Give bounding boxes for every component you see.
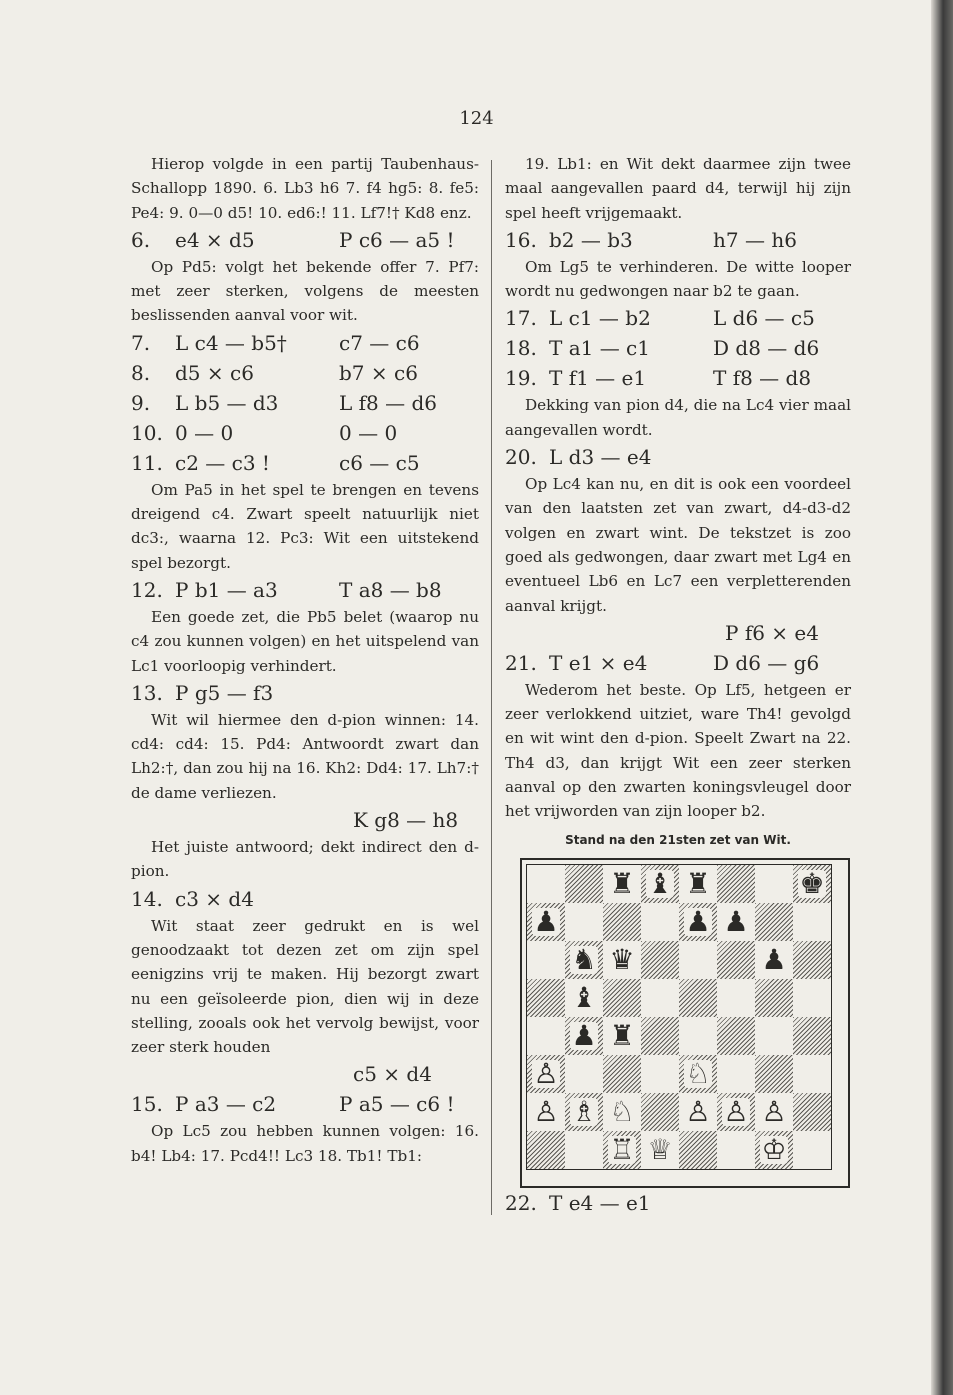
white-move: P g5 — f3 [175,680,274,705]
black-move: T a8 — b8 [339,577,442,602]
square-e7 [679,903,717,941]
commentary-paragraph: Dekking van pion d4, die na Lc4 vier maal aangevallen wordt. [505,396,851,439]
commentary-paragraph: Om Lg5 te verhinderen. De witte looper wordt nu gedwongen naar b2 te gaan. [505,257,851,301]
move-line [131,448,479,478]
square-a8 [527,865,565,903]
move-number: 7. [131,330,151,355]
square-d2 [641,1093,679,1131]
move-number: 16. [505,227,537,252]
square-g2 [755,1093,793,1131]
chess-piece-icon: ♜ [685,866,711,900]
move-line [505,1188,851,1218]
move-line [131,328,479,358]
move-line [505,303,851,333]
commentary-paragraph: Hierop volgde in een partij Taubenhaus-Schallopp 1890. 6. Lb3 h6 7. f4 hg5: 8. fe5: Pe4: 9. 0—0 d5! 10. ed6:! 11. Lf7!† Kd8 enz. [131,155,479,222]
move-number: 19. [505,366,537,391]
move-line [505,648,851,678]
commentary-paragraph: 19. Lb1: en Wit dekt daarmee zijn twee maal aangevallen paard d4, terwijl hij zijn spel heeft vrijgemaakt. [505,155,851,222]
chess-piece-icon: ♖ [609,1132,635,1166]
move-number: 18. [505,336,537,361]
square-e5 [679,979,717,1017]
page-edge [931,0,953,1395]
chess-piece-icon: ♝ [647,866,673,900]
square-f4 [717,1017,755,1055]
square-g6 [755,941,793,979]
square-b6 [565,941,603,979]
chess-piece-icon: ♟ [761,942,787,976]
square-c6 [603,941,641,979]
square-c7 [603,903,641,941]
move-line [505,618,851,648]
chess-piece-icon: ♙ [533,1056,559,1090]
commentary-paragraph: Op Lc5 zou hebben kunnen volgen: 16. b4! Lb4: 17. Pcd4!! Lc3 18. Tb1! Tb1: [131,1122,479,1165]
square-b5 [565,979,603,1017]
black-move: L d6 — c5 [713,306,815,331]
square-g7 [755,903,793,941]
chess-piece-icon: ♙ [723,1094,749,1128]
square-h1 [793,1131,831,1169]
move-line [131,225,479,255]
column-divider [491,160,492,1215]
black-move: D d6 — g6 [713,650,820,675]
commentary-paragraph: Op Lc4 kan nu, en dit is ook een voordeel van den laatsten zet van zwart, d4-d3-d2 volgen en zwart wint. De tekstzet is zoo goed als gedwongen, daar zwart met Lg4 en eventueel Lb6 en Lc7 een verpletterenden aanval krijgt. [505,475,851,615]
square-a3 [527,1055,565,1093]
square-a2 [527,1093,565,1131]
black-move: P f6 × e4 [725,620,819,645]
black-move: 0 — 0 [339,420,398,445]
square-f6 [717,941,755,979]
chess-piece-icon: ♘ [685,1056,711,1090]
square-c3 [603,1055,641,1093]
square-a7 [527,903,565,941]
move-number: 13. [131,680,163,705]
square-f3 [717,1055,755,1093]
square-d7 [641,903,679,941]
chess-board [526,864,832,1170]
square-b2 [565,1093,603,1131]
white-move: T a1 — c1 [549,336,650,361]
square-f5 [717,979,755,1017]
move-line [505,363,851,393]
white-move: L d3 — e4 [549,445,652,470]
commentary-paragraph: Wederom het beste. Op Lf5, hetgeen er zeer verlokkend uitziet, ware Th4! gevolgd en wit wint den d-pion. Speelt Zwart na 22. Th4 d3, dan krijgt Wit een zeer sterken aanval op den zwarten koningsvleugel door het vrijworden van zijn looper b2. [505,680,851,821]
chess-piece-icon: ♟ [533,904,559,938]
square-e2 [679,1093,717,1131]
right-column-after [505,1188,851,1218]
black-move: T f8 — d8 [713,366,812,391]
chess-piece-icon: ♝ [571,980,597,1014]
move-number: 12. [131,577,163,602]
square-e8 [679,865,717,903]
square-e1 [679,1131,717,1169]
move-line [131,358,479,388]
white-move: c3 × d4 [175,886,254,911]
chess-piece-icon: ♟ [685,904,711,938]
commentary-paragraph: Op Pd5: volgt het bekende offer 7. Pf7: met zeer sterken, volgens de meesten beslissenden aanval voor wit. [131,257,479,325]
move-line [131,1089,479,1119]
white-move: P a3 — c2 [175,1092,277,1117]
square-c4 [603,1017,641,1055]
move-line [131,1059,479,1089]
black-move: D d8 — d6 [713,336,820,361]
move-line [131,805,479,835]
move-line [131,388,479,418]
square-b4 [565,1017,603,1055]
square-g1 [755,1131,793,1169]
square-d8 [641,865,679,903]
move-number: 22. [505,1190,537,1215]
white-move: 0 — 0 [175,420,234,445]
square-a5 [527,979,565,1017]
white-move: c2 — c3 ! [175,450,270,475]
chess-piece-icon: ♙ [533,1094,559,1128]
move-number: 6. [131,227,151,252]
white-move: d5 × c6 [175,360,254,385]
black-move: L f8 — d6 [339,390,438,415]
left-column [131,152,479,1168]
commentary-paragraph: Wit wil hiermee den d-pion winnen: 14. cd4: cd4: 15. Pd4: Antwoordt zwart dan Lh2:†, dan zou hij na 16. Kh2: Dd4: 17. Lh7:† de dame verliezen. [131,710,479,802]
square-h5 [793,979,831,1017]
move-line [131,678,479,708]
square-g4 [755,1017,793,1055]
square-a1 [527,1131,565,1169]
move-number: 11. [131,450,163,475]
chess-piece-icon: ♚ [799,866,825,900]
chess-piece-icon: ♙ [685,1094,711,1128]
move-line [131,575,479,605]
square-h6 [793,941,831,979]
chess-piece-icon: ♕ [647,1132,673,1166]
white-move: b2 — b3 [549,227,633,252]
white-move: P b1 — a3 [175,577,278,602]
square-b3 [565,1055,603,1093]
chess-piece-icon: ♙ [761,1094,787,1128]
chess-piece-icon: ♗ [571,1094,597,1128]
square-g5 [755,979,793,1017]
move-number: 15. [131,1092,163,1117]
white-move: e4 × d5 [175,227,255,252]
square-h2 [793,1093,831,1131]
square-a4 [527,1017,565,1055]
square-b8 [565,865,603,903]
move-number: 17. [505,306,537,331]
black-move [339,884,479,914]
black-move: K g8 — h8 [353,808,459,833]
chess-piece-icon: ♘ [609,1094,635,1128]
white-move: L c1 — b2 [549,306,651,331]
black-move: P a5 — c6 ! [339,1092,455,1117]
square-c2 [603,1093,641,1131]
square-b1 [565,1131,603,1169]
black-move: b7 × c6 [339,360,418,385]
move-number: 14. [131,886,163,911]
square-f1 [717,1131,755,1169]
square-g8 [755,865,793,903]
white-move: L c4 — b5† [175,330,287,355]
white-move: T f1 — e1 [549,366,647,391]
chess-diagram [520,858,850,1188]
square-d4 [641,1017,679,1055]
square-f8 [717,865,755,903]
commentary-paragraph: Om Pa5 in het spel te brengen en tevens dreigend c4. Zwart speelt natuurlijk niet dc3:, waarna 12. Pc3: Wit een uitstekend spel bezorgt. [131,480,479,572]
square-e4 [679,1017,717,1055]
page-number: 124 [459,108,494,129]
white-move: T e4 — e1 [549,1190,651,1215]
move-line [131,418,479,448]
square-f7 [717,903,755,941]
move-number: 21. [505,650,537,675]
square-h7 [793,903,831,941]
square-c8 [603,865,641,903]
commentary-paragraph: Een goede zet, die Pb5 belet (waarop nu c4 zou kunnen volgen) en het uitspelend van Lc1 voorloopig verhindert. [131,607,479,675]
move-line [131,884,479,914]
square-c1 [603,1131,641,1169]
black-move: c7 — c6 [339,330,420,355]
square-c5 [603,979,641,1017]
chess-piece-icon: ♞ [571,942,597,976]
move-number: 10. [131,420,163,445]
chess-piece-icon: ♟ [571,1018,597,1052]
right-column [505,152,851,1218]
square-d5 [641,979,679,1017]
white-move: T e1 × e4 [549,650,648,675]
chess-piece-icon: ♔ [761,1132,787,1166]
black-move [713,442,851,472]
square-d3 [641,1055,679,1093]
white-move: L b5 — d3 [175,390,279,415]
move-number: 20. [505,445,537,470]
chess-piece-icon: ♜ [609,866,635,900]
chess-piece-icon: ♜ [609,1018,635,1052]
move-number: 9. [131,390,151,415]
move-line [505,333,851,363]
chess-piece-icon: ♛ [609,942,635,976]
square-d1 [641,1131,679,1169]
black-move: c5 × d4 [353,1062,432,1087]
square-h3 [793,1055,831,1093]
diagram-title: Stand na den 21sten zet van Wit. [565,832,791,847]
square-e6 [679,941,717,979]
move-number: 8. [131,360,151,385]
square-g3 [755,1055,793,1093]
chess-piece-icon: ♟ [723,904,749,938]
square-f2 [717,1093,755,1131]
square-e3 [679,1055,717,1093]
black-move: c6 — c5 [339,450,420,475]
black-move [713,1188,851,1218]
black-move: h7 — h6 [713,227,797,252]
move-line [505,442,851,472]
square-a6 [527,941,565,979]
black-move [339,678,479,708]
black-move: P c6 — a5 ! [339,227,455,252]
move-line [505,225,851,255]
square-h4 [793,1017,831,1055]
square-d6 [641,941,679,979]
square-b7 [565,903,603,941]
commentary-paragraph: Wit staat zeer gedrukt en is wel genoodzaakt tot dezen zet om zijn spel eenigzins vrij te maken. Hij bezorgt zwart nu een geïsoleerde pion, dien wij in deze stelling, zooals ook het vervolg bewijst, voor zeer sterk houden [131,916,479,1057]
square-h8 [793,865,831,903]
right-column-text [505,152,851,824]
commentary-paragraph: Het juiste antwoord; dekt indirect den d-pion. [131,838,479,881]
